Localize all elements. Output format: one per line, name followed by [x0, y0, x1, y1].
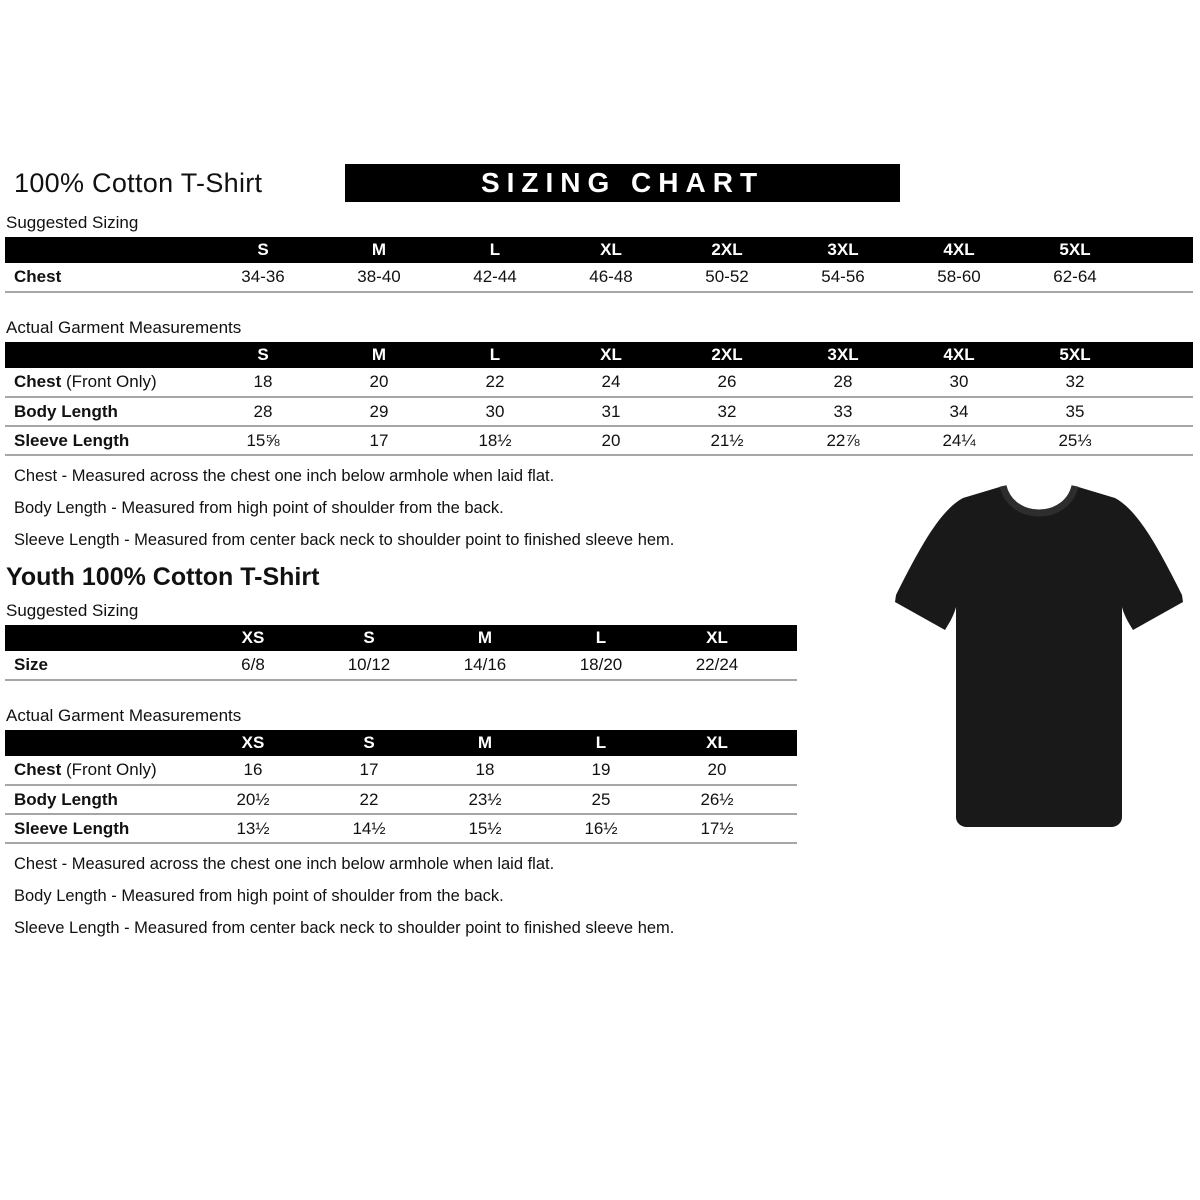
value-cell: 28: [205, 397, 321, 426]
value-cell: 30: [437, 397, 553, 426]
value-cell: 54-56: [785, 263, 901, 292]
youth-suggested-table: [5, 625, 797, 681]
value-cell: 20: [659, 756, 775, 785]
size-col-header: M: [427, 625, 543, 651]
table-row: [5, 814, 797, 843]
value-cell: 62-64: [1017, 263, 1133, 292]
table-row: [5, 426, 1193, 455]
value-filler: [1133, 397, 1193, 426]
header-spacer: [5, 237, 205, 263]
value-cell: 10/12: [311, 651, 427, 680]
value-cell: 17: [311, 756, 427, 785]
size-col-header: L: [437, 342, 553, 368]
value-cell: 34-36: [205, 263, 321, 292]
page-header: [14, 162, 1200, 204]
value-filler: [775, 785, 797, 814]
header-filler: [775, 625, 797, 651]
measurement-note: Chest - Measured across the chest one inch below armhole when laid flat.: [14, 467, 555, 485]
value-cell: 30: [901, 368, 1017, 397]
value-cell: 26: [669, 368, 785, 397]
value-cell: 20: [321, 368, 437, 397]
measurement-note: Body Length - Measured from high point of shoulder from the back.: [14, 887, 504, 905]
table-row: [5, 397, 1193, 426]
value-cell: 32: [669, 397, 785, 426]
adult-actual-label: Actual Garment Measurements: [6, 318, 242, 337]
value-cell: 6/8: [195, 651, 311, 680]
header-filler: [775, 730, 797, 756]
size-col-header: XL: [553, 342, 669, 368]
adult-actual-table: [5, 342, 1193, 456]
value-filler: [775, 814, 797, 843]
size-col-header: L: [543, 730, 659, 756]
size-col-header: S: [311, 625, 427, 651]
table-row: [5, 756, 797, 785]
value-cell: 16: [195, 756, 311, 785]
size-col-header: XS: [195, 730, 311, 756]
value-filler: [775, 756, 797, 785]
size-col-header: S: [205, 237, 321, 263]
value-cell: 25: [543, 785, 659, 814]
value-cell: 18½: [437, 426, 553, 455]
youth-actual-table: [5, 730, 797, 844]
value-cell: 14½: [311, 814, 427, 843]
value-cell: 17½: [659, 814, 775, 843]
size-col-header: 2XL: [669, 342, 785, 368]
value-cell: 31: [553, 397, 669, 426]
size-col-header: S: [311, 730, 427, 756]
row-label: Sleeve Length: [5, 426, 205, 455]
value-cell: 15½: [427, 814, 543, 843]
size-col-header: L: [437, 237, 553, 263]
value-cell: 32: [1017, 368, 1133, 397]
measurement-note: Sleeve Length - Measured from center back neck to shoulder point to finished sleeve hem.: [14, 531, 675, 549]
size-col-header: 3XL: [785, 237, 901, 263]
size-header-row: [5, 625, 797, 651]
value-cell: 24¼: [901, 426, 1017, 455]
header-spacer: [5, 730, 195, 756]
value-cell: 50-52: [669, 263, 785, 292]
size-col-header: XL: [659, 625, 775, 651]
value-cell: 25⅓: [1017, 426, 1133, 455]
value-cell: 22⅞: [785, 426, 901, 455]
value-cell: 19: [543, 756, 659, 785]
size-col-header: 4XL: [901, 237, 1017, 263]
measurement-note: Chest - Measured across the chest one inch below armhole when laid flat.: [14, 855, 555, 873]
value-cell: 13½: [195, 814, 311, 843]
value-cell: 28: [785, 368, 901, 397]
size-col-header: XS: [195, 625, 311, 651]
value-cell: 35: [1017, 397, 1133, 426]
value-cell: 15⅝: [205, 426, 321, 455]
table-row: [5, 263, 1193, 292]
youth-actual-label: Actual Garment Measurements: [6, 706, 242, 725]
size-col-header: S: [205, 342, 321, 368]
value-cell: 58-60: [901, 263, 1017, 292]
value-filler: [775, 651, 797, 680]
value-cell: 42-44: [437, 263, 553, 292]
value-cell: 34: [901, 397, 1017, 426]
measurement-note: Body Length - Measured from high point of shoulder from the back.: [14, 499, 504, 517]
value-cell: 29: [321, 397, 437, 426]
value-cell: 22: [311, 785, 427, 814]
header-filler: [1133, 342, 1193, 368]
measurement-note: Sleeve Length - Measured from center back neck to shoulder point to finished sleeve hem.: [14, 919, 675, 937]
size-header-row: [5, 342, 1193, 368]
adult-section-title: 100% Cotton T-Shirt: [14, 167, 263, 198]
youth-measurement-notes: [0, 855, 1200, 938]
row-label: Chest (Front Only): [5, 756, 195, 785]
value-cell: 38-40: [321, 263, 437, 292]
table-row: [5, 651, 797, 680]
row-label: Body Length: [5, 785, 195, 814]
value-cell: 26½: [659, 785, 775, 814]
value-cell: 23½: [427, 785, 543, 814]
size-col-header: L: [543, 625, 659, 651]
youth-section-title: Youth 100% Cotton T-Shirt: [6, 563, 320, 591]
row-label: Sleeve Length: [5, 814, 195, 843]
sizing-chart-banner: SIZING CHART: [345, 164, 900, 202]
row-label: Body Length: [5, 397, 205, 426]
value-cell: 20½: [195, 785, 311, 814]
value-cell: 46-48: [553, 263, 669, 292]
youth-suggested-label: Suggested Sizing: [6, 601, 139, 620]
value-cell: 20: [553, 426, 669, 455]
table-row: [5, 368, 1193, 397]
size-col-header: 4XL: [901, 342, 1017, 368]
value-cell: 17: [321, 426, 437, 455]
adult-suggested-label: Suggested Sizing: [6, 213, 139, 232]
size-col-header: 5XL: [1017, 342, 1133, 368]
header-spacer: [5, 625, 195, 651]
value-cell: 18: [205, 368, 321, 397]
size-col-header: XL: [553, 237, 669, 263]
row-label: Chest (Front Only): [5, 368, 205, 397]
size-header-row: [5, 237, 1193, 263]
header-filler: [1133, 237, 1193, 263]
size-col-header: M: [321, 342, 437, 368]
size-col-header: 2XL: [669, 237, 785, 263]
table-row: [5, 785, 797, 814]
value-cell: 16½: [543, 814, 659, 843]
header-spacer: [5, 342, 205, 368]
size-col-header: 5XL: [1017, 237, 1133, 263]
size-col-header: M: [427, 730, 543, 756]
value-cell: 18/20: [543, 651, 659, 680]
value-filler: [1133, 368, 1193, 397]
value-filler: [1133, 263, 1193, 292]
value-cell: 33: [785, 397, 901, 426]
value-cell: 22/24: [659, 651, 775, 680]
row-label: Size: [5, 651, 195, 680]
value-cell: 18: [427, 756, 543, 785]
adult-suggested-table: [5, 237, 1193, 293]
value-cell: 21½: [669, 426, 785, 455]
size-col-header: M: [321, 237, 437, 263]
value-cell: 14/16: [427, 651, 543, 680]
value-filler: [1133, 426, 1193, 455]
size-col-header: XL: [659, 730, 775, 756]
value-cell: 22: [437, 368, 553, 397]
row-label: Chest: [5, 263, 205, 292]
tshirt-graphic-image: [893, 476, 1185, 834]
value-cell: 24: [553, 368, 669, 397]
size-header-row: [5, 730, 797, 756]
size-col-header: 3XL: [785, 342, 901, 368]
